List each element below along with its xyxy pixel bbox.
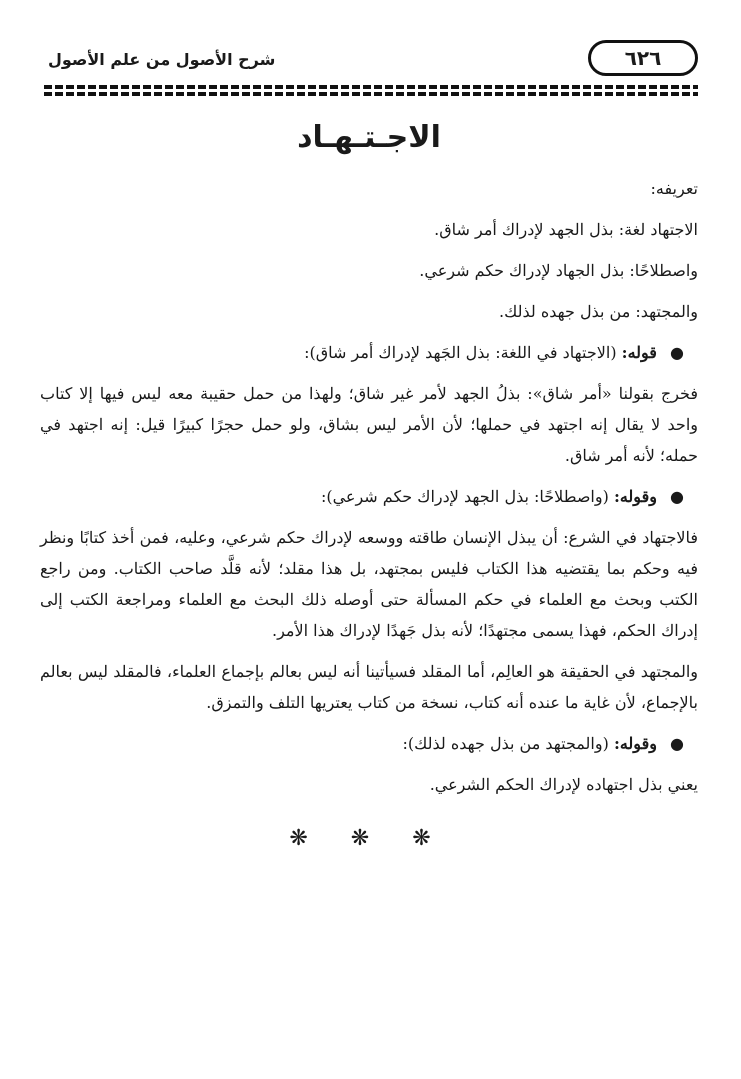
page-header bbox=[40, 40, 698, 90]
bullet-icon: ● bbox=[670, 343, 684, 362]
definition-label: تعريفه: bbox=[650, 179, 698, 198]
commentary-keyword: وقوله: bbox=[613, 487, 657, 506]
language-definition: الاجتهاد لغة: بذل الجهد لإدراك أمر شاق. bbox=[434, 220, 698, 239]
commentary-heading bbox=[40, 728, 698, 759]
commentary-quote: (واصطلاحًا: بذل الجهد لإدراك حكم شرعي): bbox=[320, 487, 609, 506]
bullet-icon: ● bbox=[670, 487, 684, 506]
commentary-paragraph: فخرج بقولنا «أمر شاق»: بذلُ الجهد لأمر غير شاق؛ ولهذا من حمل حقيبة معه ليس فيها إلا كتاب واحد لا يقال إنه اجتهد في حملها؛ لأن الأمر ليس بشاق، ولو حمل حجرًا كبيرًا قيل: إنه اجتهد في حمله؛ لأنه أمر شاق. bbox=[40, 384, 698, 465]
commentary-heading bbox=[40, 337, 698, 368]
commentary-keyword: وقوله: bbox=[613, 734, 657, 753]
page-number: ٦٢٦ bbox=[588, 40, 698, 76]
book-page bbox=[40, 40, 698, 1040]
header-divider bbox=[44, 92, 698, 96]
commentary-keyword: قوله: bbox=[621, 343, 657, 362]
header-divider bbox=[44, 85, 698, 89]
book-title: شرح الأصول من علم الأصول bbox=[48, 50, 276, 69]
commentary-paragraph: فالاجتهاد في الشرع: أن يبذل الإنسان طاقته ووسعه لإدراك حكم شرعي، وعليه، فمن أخذ كتابًا ونظر فيه وحكم بما يقتضيه هذا الكتاب فليس بمجتهد، بل هذا مقلد؛ لأنه قلَّد صاحب الكتاب. ومن راجع الكتب وبحث مع العلماء في حكم المسألة حتى أوصله ذلك البحث مع العلماء ومراجعة الكتب إلى إدراك الحكم، فهذا يسمى مجتهدًا؛ لأنه بذل جَهدًا لإدراك هذا الأمر. bbox=[40, 528, 699, 640]
commentary-heading bbox=[40, 481, 698, 512]
mujtahid-definition: والمجتهد: من بذل جهده لذلك. bbox=[499, 302, 698, 321]
section-end-ornament: ❋ ❋ ❋ bbox=[289, 826, 449, 851]
commentary-quote: (والمجتهد من بذل جهده لذلك): bbox=[402, 734, 609, 753]
commentary-quote: (الاجتهاد في اللغة: بذل الجَهد لإدراك أمر شاق): bbox=[304, 343, 617, 362]
technical-definition: واصطلاحًا: بذل الجهاد لإدراك حكم شرعي. bbox=[419, 261, 698, 280]
commentary-paragraph: والمجتهد في الحقيقة هو العالِم، أما المقلد فسيأتينا أنه ليس بعالم بإجماع العلماء، فالمقلد ليس بعالم بالإجماع، لأن غاية ما عنده أنه كتاب، نسخة من كتاب يعتريها التلف والتمزق. bbox=[40, 662, 699, 712]
chapter-title: الاجـتـهـاد bbox=[297, 120, 441, 155]
commentary-paragraph: يعني بذل اجتهاده لإدراك الحكم الشرعي. bbox=[429, 775, 698, 794]
bullet-icon: ● bbox=[670, 734, 684, 753]
body-text bbox=[40, 173, 698, 800]
